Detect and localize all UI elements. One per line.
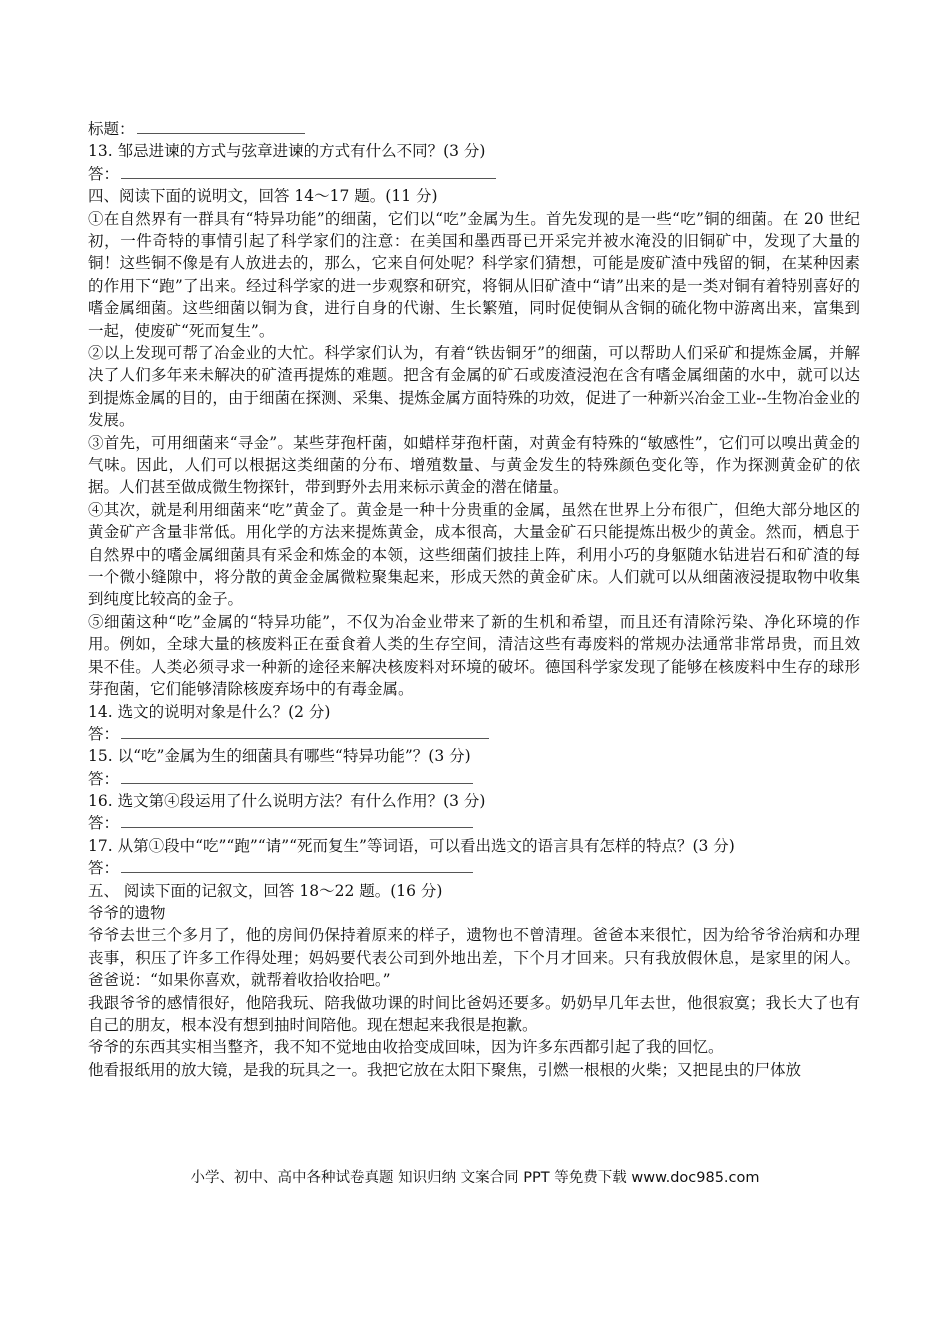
section-4-paragraph-2: ②以上发现可帮了冶金业的大忙。科学家们认为，有着“铁齿铜牙”的细菌，可以帮助人们采矿和提炼金属，并解决了人们多年来未解决的矿渣再提炼的难题。把含有金属的矿石或废渣浸泡在含有嗜金属细菌的水中，就可以达到提炼金属的目的，由于细菌在探测、采集、提炼金属方面特殊的功效，促进了一种新兴冶金工业--生物冶金业的发展。 [88, 344, 860, 430]
answer-line-13 [88, 163, 860, 185]
answer-line-17 [88, 857, 860, 879]
section-5-paragraph-2: 我跟爷爷的感情很好，他陪我玩、陪我做功课的时间比爸妈还要多。奶奶早几年去世，他很寂寞；我长大了也有自己的朋友，根本没有想到抽时间陪他。现在想起来我很是抱歉。 [88, 993, 860, 1035]
answer-label: 答： [88, 769, 120, 788]
section-4-paragraph-5: ⑤细菌这种“吃”金属的“特异功能”，不仅为冶金业带来了新的生机和希望，而且还有清除污染、净化环境的作用。例如，全球大量的核废料正在蚕食着人类的生存空间，清洁这些有毒废料的常规办法通常非常昂贵，而且效果不佳。人类必须寻求一种新的途径来解决核废料对环境的破坏。德国科学家发现了能够在核废料中生存的球形芽孢菌，它们能够清除核废弃场中的有毒金属。 [88, 612, 860, 699]
answer-blank[interactable] [121, 813, 473, 828]
section-4-paragraph-1: ①在自然界有一群具有“特异功能”的细菌，它们以“吃”金属为生。首先发现的是一些“吃”铜的细菌。在 20 世纪初，一件奇特的事情引起了科学家们的注意：在美国和墨西哥已开采完并被水淹没的旧铜矿中，发现了大量的铜！这些铜不像是有人放进去的，那么，它来自何处呢？科学家们猜想，可能是废矿渣中残留的铜，在某种因素的作用下“跑”了出来。经过科学家的进一步观察和研究，将铜从旧矿渣中“请”出来的是一类对铜有着特别喜好的嗜金属细菌。这些细菌以铜为食，进行自身的代谢、生长繁殖，同时促使铜从含铜的硫化物中游离出来，富集到一起，使废矿“死而复生”。 [88, 209, 860, 340]
answer-line-14 [88, 723, 860, 745]
story-title: 爷爷的遗物 [88, 904, 166, 923]
answer-blank[interactable] [121, 164, 496, 179]
section-5-paragraph-1: 爷爷去世三个多月了，他的房间仍保持着原来的样子，遗物也不曾清理。爸爸本来很忙，因为给爷爷治病和办理丧事，积压了许多工作得处理；妈妈要代表公司到外地出差，下个月才回来。只有我放假休息，是家里的闲人。爸爸说：“如果你喜欢，就帮着收拾收拾吧。” [88, 926, 860, 990]
section-5-paragraph-4: 他看报纸用的放大镜，是我的玩具之一。我把它放在太阳下聚焦，引燃一根根的火柴；又把昆虫的尸体放 [88, 1060, 802, 1079]
answer-line-16 [88, 812, 860, 834]
answer-blank[interactable] [137, 119, 305, 134]
question-15: 15. 以“吃”金属为生的细菌具有哪些“特异功能”？(3 分) [88, 747, 471, 766]
title-answer-line [88, 118, 860, 140]
answer-label: 答： [88, 859, 120, 878]
title-label: 标题： [88, 120, 135, 138]
answer-label: 答： [88, 164, 120, 183]
page-footer: 小学、初中、高中各种试卷真题 知识归纳 文案合同 PPT 等免费下载 www.doc985.com [190, 1170, 760, 1186]
answer-label: 答： [88, 724, 120, 743]
question-13: 13. 邹忌进谏的方式与弦章进谏的方式有什么不同？(3 分) [88, 142, 486, 161]
answer-label: 答： [88, 814, 120, 833]
answer-blank[interactable] [121, 858, 473, 873]
section-4-paragraph-3: ③首先，可用细菌来“寻金”。某些芽孢杆菌，如蜡样芽孢杆菌，对黄金有特殊的“敏感性”，它们可以嗅出黄金的气味。因此，人们可以根据这类细菌的分布、增殖数量、与黄金发生的特殊颜色变化等，作为探测黄金矿的依据。人们甚至做成微生物探针，带到野外去用来标示黄金的潜在储量。 [88, 433, 860, 497]
section-5-paragraph-3: 爷爷的东西其实相当整齐，我不知不觉地由收拾变成回味，因为许多东西都引起了我的回忆。 [88, 1038, 724, 1057]
section-4-paragraph-4: ④其次，就是利用细菌来“吃”黄金了。黄金是一种十分贵重的金属，虽然在世界上分布很广，但绝大部分地区的黄金矿产含量非常低。用化学的方法来提炼黄金，成本很高，大量金矿石只能提炼出极少的黄金。然而，栖息于自然界中的嗜金属细菌具有采金和炼金的本领，这些细菌们披挂上阵，利用小巧的身躯随水钻进岩石和矿渣的每一个微小缝隙中，将分散的黄金金属微粒聚集起来，形成天然的黄金矿床。人们就可以从细菌液浸提取物中收集到纯度比较高的金子。 [88, 500, 860, 609]
answer-line-15 [88, 768, 860, 790]
answer-blank[interactable] [121, 769, 473, 784]
document-body [88, 118, 860, 1081]
question-16: 16. 选文第④段运用了什么说明方法？有什么作用？(3 分) [88, 792, 486, 811]
section-5-heading: 五、 阅读下面的记叙文，回答 18～22 题。(16 分) [88, 881, 443, 900]
section-4-heading: 四、阅读下面的说明文，回答 14～17 题。(11 分) [88, 187, 438, 206]
question-17: 17. 从第①段中“吃”“跑”“请”“死而复生”等词语，可以看出选文的语言具有怎样的特点？(3 分) [88, 836, 735, 855]
answer-blank[interactable] [121, 724, 489, 739]
question-14: 14. 选文的说明对象是什么？(2 分) [88, 702, 331, 721]
